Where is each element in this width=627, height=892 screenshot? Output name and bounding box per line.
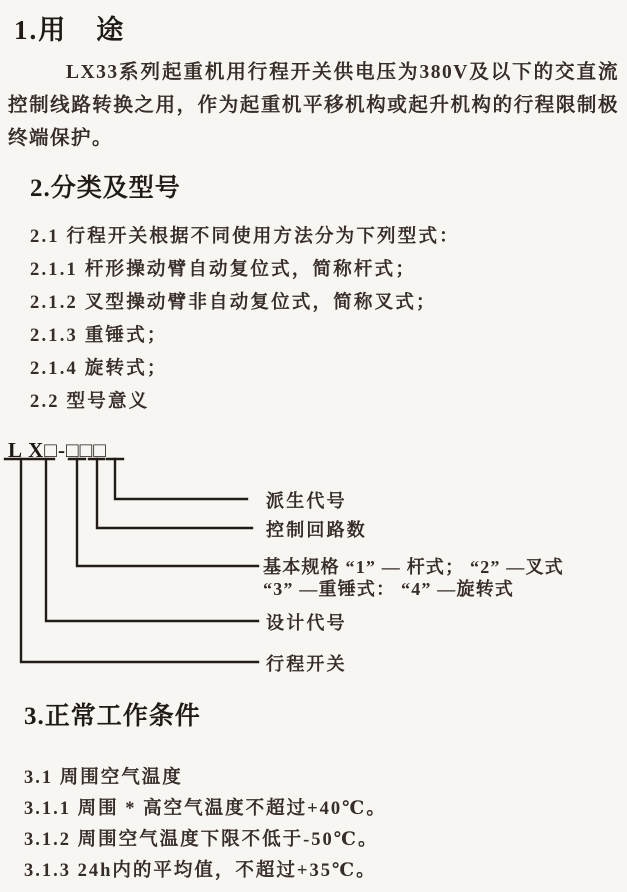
diagram-label-travel-switch: 行程开关 <box>266 654 347 674</box>
diagram-label-circuit-count: 控制回路数 <box>266 520 367 540</box>
list-item-3-1: 3.1 周围空气温度 <box>24 768 183 788</box>
model-code-formula: L X□-□□□ <box>8 438 107 462</box>
section1-heading: 1.用 途 <box>14 15 126 45</box>
diagram-label-basic-spec-line1: 基本规格 “1” — 杆式； “2” —叉式 <box>263 557 564 577</box>
list-item-2-1: 2.1 行程开关根据不同使用方法分为下列型式： <box>30 227 460 247</box>
list-item-2-1-1: 2.1.1 杆形操动臂自动复位式，简称杆式； <box>30 260 417 280</box>
list-item-3-1-2: 3.1.2 周围空气温度下限不低于-50℃。 <box>24 830 379 850</box>
list-item-3-1-1: 3.1.1 周围 * 高空气温度不超过+40℃。 <box>24 799 387 819</box>
model-code-diagram <box>0 435 627 681</box>
section3-heading: 3.正常工作条件 <box>24 703 201 730</box>
document-page <box>0 12 627 892</box>
diagram-label-design-code: 设计代号 <box>266 613 347 633</box>
section2-list <box>30 221 627 419</box>
section1-paragraph: LX33系列起重机用行程开关供电压为380V及以下的交直流控制线路转换之用，作为起重机平移机构或起升机构的行程限制极终端保护。 <box>8 62 619 149</box>
list-item-2-1-2: 2.1.2 叉型操动臂非自动复位式，简称叉式； <box>30 293 437 313</box>
list-item-2-1-3: 2.1.3 重锤式； <box>30 326 168 346</box>
list-item-2-1-4: 2.1.4 旋转式； <box>30 359 168 379</box>
section3-list <box>24 763 627 887</box>
list-item-2-2: 2.2 型号意义 <box>30 392 150 412</box>
section2-heading: 2.分类及型号 <box>30 175 181 202</box>
list-item-3-1-3: 3.1.3 24h内的平均值，不超过+35℃。 <box>24 861 377 881</box>
diagram-label-basic-spec-line2: “3” —重锤式： “4” —旋转式 <box>263 579 515 599</box>
diagram-label-derived-code: 派生代号 <box>266 491 347 511</box>
